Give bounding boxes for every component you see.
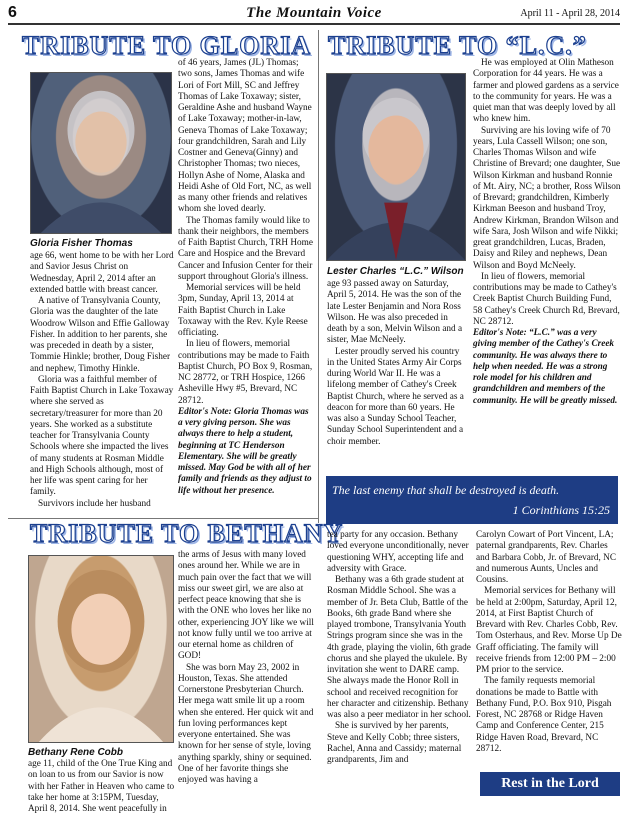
quote-text: The last enemy that shall be destroyed is death. <box>332 483 560 497</box>
lc-photo <box>326 73 466 261</box>
bethany-column-1 <box>28 759 176 815</box>
gloria-title: TRIBUTE TO GLORIA <box>22 31 312 60</box>
quote-reference: 1 Corinthians 15:25 <box>512 503 610 517</box>
paragraph: Lester proudly served his country in the United States Army Air Corps during World War II. He was a lifelong member of Cathey's Creek Baptist Church, where he served as a deacon for more than 60 years. He was also a Sunday School Teacher, Sunday School Superintendent and a choir member. <box>327 346 464 447</box>
bethany-title: TRIBUTE TO BETHANY <box>30 519 344 548</box>
bethany-column-3 <box>327 530 471 766</box>
paragraph: age 11, child of the One True King and on loan to us from our Savior is now with her Father in Heaven who came to take her home at 3:15PM, Tuesday, April 8, 2014. She went peacefully in <box>28 759 175 814</box>
paragraph: Memorial services will be held 3pm, Sunday, April 13, 2014 at Faith Baptist Church in Lake Toxaway with the Rev. Kyle Reese officiating. <box>178 283 308 338</box>
paragraph: tea party for any occasion. Bethany loved everyone unconditionally, never questioning WHY, accepting life and adversity with Grace. <box>327 530 469 574</box>
paragraph: Gloria was a faithful member of Faith Baptist Church in Lake Toxaway where she served as secretary/treasurer for more than 20 years. She worked as a substitute teacher for Transylvania County Schools where she impacted the lives of many students at Rosman Middle and High Schools although, most of her life was spent caring for her family. <box>30 374 174 498</box>
column-divider <box>318 30 319 523</box>
paragraph: age 93 passed away on Saturday, April 5, 2014. He was the son of the late Lester Benjamin and Nora Ross Wilson. He was also preceded in death by a son, Melvin Wilson and a sister, Mae McNeely. <box>327 279 463 346</box>
masthead: The Mountain Voice <box>246 5 382 21</box>
lc-column-2 <box>473 58 621 407</box>
page-header <box>8 4 620 24</box>
page-number: 6 <box>8 4 17 21</box>
paragraph: He was employed at Olin Matheson Corporation for 44 years. He was a farmer and plowed gardens as a service to the community for years. He was a quiet man that was deeply loved by all who knew him. <box>473 58 619 125</box>
paragraph: Carolyn Cowart of Port Vincent, LA; paternal grandparents, Rev. Charles and Barbara Cobb, Jr. of Brevard, NC and numerous Aunts, Uncles and Cousins. <box>476 530 617 585</box>
gloria-photo <box>30 72 172 234</box>
rest-in-the-lord-banner: Rest in the Lord <box>480 772 620 796</box>
paragraph: The family requests memorial donations be made to Battle with Bethany Fund, P.O. Box 910, Pisgah Forest, NC 28768 or Ridge Haven Camp and Conference Center, 215 Ridge Haven Road, Brevard, NC 28712. <box>476 676 612 754</box>
lc-column-1 <box>327 279 465 448</box>
gloria-column-2 <box>178 58 314 497</box>
gloria-column-1 <box>30 251 174 510</box>
paragraph: The Thomas family would like to thank their neighbors, the members of Faith Baptist Church, TRH Home Care and Hospice and the Brevard Cancer and Infusion Center for their support throughout Gloria's illness. <box>178 215 313 282</box>
header-rule <box>8 23 620 25</box>
bethany-column-4 <box>476 530 622 755</box>
editors-note: Editor's Note: Gloria Thomas was a very giving person. She was always there to help a student, beginning at TC Henderson Elementary. She will be greatly missed. May God be with all of her family and friends as they adjust to life without her presence. <box>178 406 312 496</box>
paragraph: Surviving are his loving wife of 70 years, Lula Cassell Wilson; one son, Charles Thomas Wilson and wife Christine of Brevard; one daughter, Sue Wilson Kirkman and husband Ronnie of Mt. Airy, NC; a brother, Ross Wilson of Brevard; grandchildren, Kimberly Kirkman Beeson and husband Troy, Andrew Kirkman, Brandon Wilson and wife Sara, Josh Wilson and wife Nikki; great grandchildren, Lucas, Braden, Daisy and Riley and nephews, Dean Wilson and Boyd McNeely. <box>473 125 621 271</box>
paragraph: age 66, went home to be with her Lord and Savior Jesus Christ on Wednesday, April 2, 2014 after an extended battle with breast cancer. <box>30 251 174 295</box>
issue-date: April 11 - April 28, 2014 <box>520 8 620 19</box>
bethany-photo <box>28 555 174 743</box>
lc-caption: Lester Charles “L.C.” Wilson <box>327 266 464 277</box>
paragraph: Bethany was a 6th grade student at Rosman Middle School. She was a member of Jr. Beta Club, Battle of the Books, 6th grade Band where she played trombone, Transylvania Youth Strings program since she was in the 4th grade, playing the violin, 6th grade chorus and she played the ukulele. By invitation she went to DARE camp. She always made the Honor Roll in school and received recognition for her character and citizenship. Bethany was also a peer mediator in her school. <box>327 575 471 720</box>
paragraph: the arms of Jesus with many loved ones around her. While we are in much pain over the fact that we will miss our sweet girl, we are also at perfect peace knowing that she is with the ONE who loves her like no other, experiencing JOY like we will not know fully until we too arrive at our eternal home as children of GOD! <box>178 550 314 662</box>
lc-title: TRIBUTE TO “L.C.” <box>328 31 587 60</box>
paragraph: In lieu of flowers, memorial contributions may be made to Faith Baptist Church, PO Box 9, Rosman, NC 28772, or TRH Hospice, 1266 Asheville Hwy #5, Brevard, NC 28712. <box>178 339 313 406</box>
paragraph: A native of Transylvania County, Gloria was the daughter of the late Woodrow Wilson and Effie Galloway Fisher. In addition to her parents, she was preceded in death by a sister, Tommie Hinkle; brother, Doug Fisher and nephew, Timothy Hinkle. <box>30 296 171 374</box>
bethany-caption: Bethany Rene Cobb <box>28 747 124 758</box>
paragraph: of 46 years, James (JL) Thomas; two sons, James Thomas and wife Lori of Fort Mill, SC and Jeffrey Thomas of Lake Toxaway; sister, Geraldine Ashe and husband Wayne of Lake Toxaway; mother-in-law, Geneva Thomas of Lake Toxaway; four grandchildren, Sarah and Lily Costner and Geneva(Ginny) and Christopher Thomas; two nieces, Hollyn Ashe of Nome, Alaska and Heidi Ashe of Old Fort, NC, as well as many other friends and relatives whom she loved dearly. <box>178 58 312 215</box>
paragraph: Survivors include her husband <box>38 498 151 509</box>
paragraph: She is survived by her parents, Steve and Kelly Cobb; three sisters, Rachel, Anna and Cassidy; maternal grandparents, Jim and <box>327 721 462 765</box>
paragraph: Memorial services for Bethany will be held at 2:00pm, Saturday, April 12, 2014, at First Baptist Church of Brevard with Rev. Charles Cobb, Rev. Tom Osterhaus, and Rev. Morse Up De Graff officiating. The family will receive friends from 12:00 PM – 2:00 PM prior to the service. <box>476 586 622 675</box>
paragraph: In lieu of flowers, memorial contributions may be made to Cathey's Creek Baptist Church Building Fund, 58 Cathey's Creek Church Rd, Brevard, NC 28712. <box>473 271 620 327</box>
scripture-quote <box>326 476 618 524</box>
editors-note: Editor's Note: “L.C.” was a very giving member of the Cathey's Creek community. He was always there to help when needed. He was a strong role model for his children and grandchildren and members of the community. He will be greatly missed. <box>473 328 618 406</box>
bethany-column-2 <box>178 550 314 786</box>
gloria-caption: Gloria Fisher Thomas <box>30 238 133 249</box>
paragraph: She was born May 23, 2002 in Houston, Texas. She attended Cornerstone Presbyterian Church. Her mega watt smile lit up a room when she entered. Her quick wit and fun loving performances kept everyone entertained. She was known for her sense of style, loving anything sparkly, shiny or sequined. One of her favorite things she enjoyed was having a <box>178 662 314 785</box>
